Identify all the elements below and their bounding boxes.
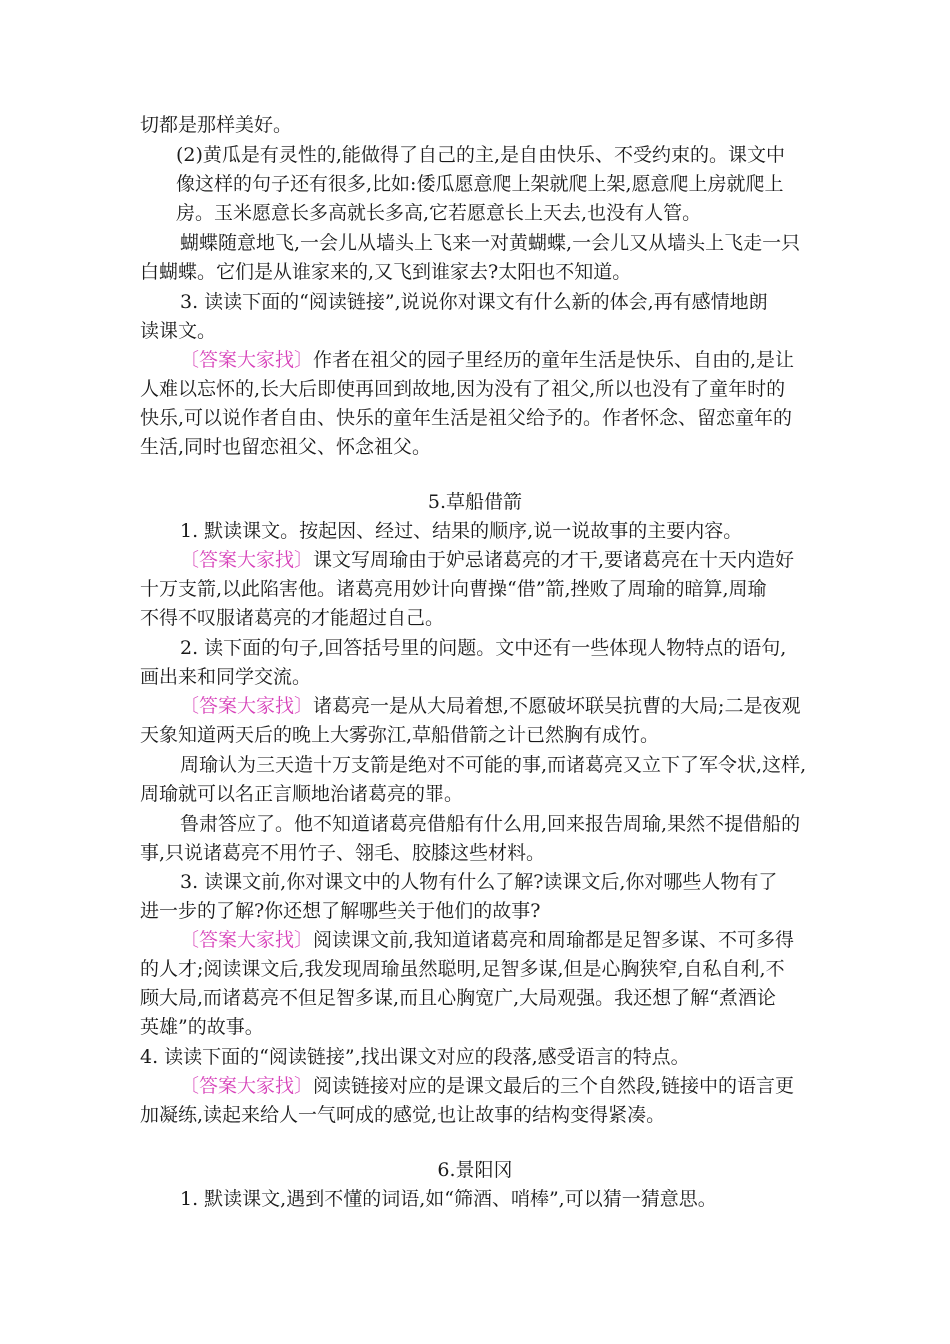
answer-tag: 〔答案大家找〕 — [180, 1075, 314, 1097]
answer-line: 周瑜就可以名正言顺地治诸葛亮的罪。 — [140, 783, 464, 805]
answer-line: 事,只说诸葛亮不用竹子、翎毛、胶膝这些材料。 — [140, 842, 546, 864]
answer-line: 周瑜认为三天造十万支箭是绝对不可能的事,而诸葛亮又立下了军令状,这样, — [180, 754, 807, 776]
answer-line — [180, 547, 794, 573]
section-title: 5.草船借箭 — [427, 491, 523, 513]
answer-text: 诸葛亮一是从大局着想,不愿破坏联吴抗曹的大局;二是夜观 — [313, 695, 801, 717]
paragraph-line: 房。玉米愿意长多高就长多高,它若愿意长上天去,也没有人管。 — [176, 202, 702, 224]
question-line: 4. 读读下面的“阅读链接”,找出课文对应的段落,感受语言的特点。 — [140, 1046, 690, 1068]
answer-text: 阅读课文前,我知道诸葛亮和周瑜都是足智多谋、不可多得 — [313, 929, 795, 951]
paragraph-line: 切都是那样美好。 — [140, 114, 293, 136]
question-line: 3. 读课文前,你对课文中的人物有什么了解?读课文后,你对哪些人物有了 — [180, 871, 778, 893]
paragraph-line: (2)黄瓜是有灵性的,能做得了自己的主,是自由快乐、不受约束的。课文中 — [176, 144, 785, 166]
question-line: 进一步的了解?你还想了解哪些关于他们的故事? — [140, 900, 541, 922]
question-line: 1. 默读课文。按起因、经过、结果的顺序,说一说故事的主要内容。 — [180, 520, 743, 542]
answer-tag: 〔答案大家找〕 — [180, 349, 314, 371]
answer-line: 十万支箭,以此陷害他。诸葛亮用妙计向曹操“借”箭,挫败了周瑜的暗算,周瑜 — [140, 578, 767, 600]
question-line: 读课文。 — [140, 320, 217, 342]
answer-line: 不得不叹服诸葛亮的才能超过自己。 — [140, 607, 445, 629]
answer-line: 鲁肃答应了。他不知道诸葛亮借船有什么用,回来报告周瑜,果然不提借船的 — [180, 813, 801, 835]
answer-line — [180, 693, 800, 719]
question-line: 画出来和同学交流。 — [140, 666, 312, 688]
answer-line — [180, 927, 794, 953]
paragraph-line: 蝴蝶随意地飞,一会儿从墙头上飞来一对黄蝴蝶,一会儿又从墙头上飞走一只 — [180, 232, 801, 254]
answer-line: 的人才;阅读课文后,我发现周瑜虽然聪明,足智多谋,但是心胸狭窄,自私自利,不 — [140, 958, 785, 980]
question-line: 1. 默读课文,遇到不懂的词语,如“筛酒、哨棒”,可以猜一猜意思。 — [180, 1188, 717, 1210]
answer-line: 加凝练,读起来给人一气呵成的感觉,也让故事的结构变得紧凑。 — [140, 1104, 666, 1126]
answer-line: 快乐,可以说作者自由、快乐的童年生活是祖父给予的。作者怀念、留恋童年的 — [140, 407, 793, 429]
answer-line — [180, 1073, 794, 1099]
answer-text: 阅读链接对应的是课文最后的三个自然段,链接中的语言更 — [313, 1075, 795, 1097]
answer-line: 顾大局,而诸葛亮不但足智多谋,而且心胸宽广,大局观强。我还想了解“煮酒论 — [140, 987, 776, 1009]
answer-line — [180, 347, 794, 373]
answer-line: 天象知道两天后的晚上大雾弥江,草船借箭之计已然胸有成竹。 — [140, 724, 660, 746]
paragraph-line: 白蝴蝶。它们是从谁家来的,又飞到谁家去?太阳也不知道。 — [140, 261, 632, 283]
question-line: 3. 读读下面的“阅读链接”,说说你对课文有什么新的体会,再有感情地朗 — [180, 291, 768, 313]
answer-tag: 〔答案大家找〕 — [180, 549, 314, 571]
section-title: 6.景阳冈 — [437, 1159, 513, 1181]
paragraph-line: 像这样的句子还有很多,比如:倭瓜愿意爬上架就爬上架,愿意爬上房就爬上 — [176, 173, 784, 195]
answer-text: 作者在祖父的园子里经历的童年生活是快乐、自由的,是让 — [313, 349, 795, 371]
answer-tag: 〔答案大家找〕 — [180, 695, 314, 717]
answer-line: 英雄”的故事。 — [140, 1016, 264, 1038]
answer-tag: 〔答案大家找〕 — [180, 929, 314, 951]
question-line: 2. 读下面的句子,回答括号里的问题。文中还有一些体现人物特点的语句, — [180, 637, 787, 659]
answer-line: 生活,同时也留恋祖父、怀念祖父。 — [140, 436, 432, 458]
answer-text: 课文写周瑜由于妒忌诸葛亮的才干,要诸葛亮在十天内造好 — [313, 549, 795, 571]
answer-line: 人难以忘怀的,长大后即使再回到故地,因为没有了祖父,所以也没有了童年时的 — [140, 378, 786, 400]
